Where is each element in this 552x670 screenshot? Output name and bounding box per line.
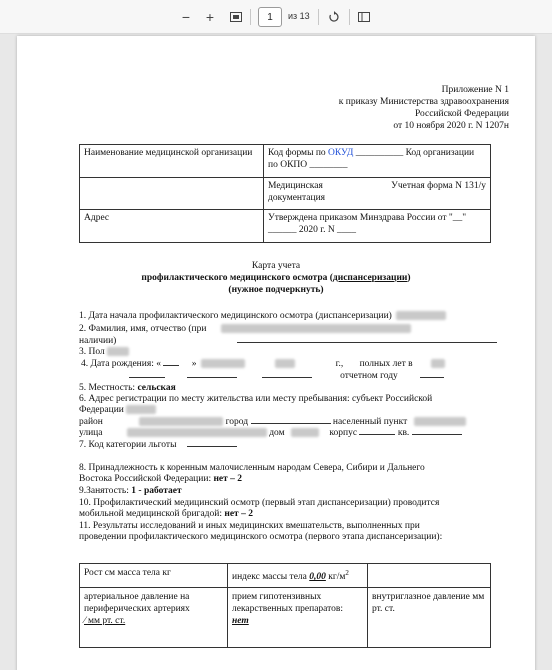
blank-line bbox=[359, 426, 395, 435]
header-table bbox=[79, 144, 491, 243]
rotate-button[interactable] bbox=[326, 8, 342, 26]
mobile-team-label: мобильной медицинской бригадой: bbox=[79, 509, 225, 519]
field-1-label: 1. Дата начала профилактического медицинского осмотра (диспансеризации) bbox=[79, 311, 392, 321]
house-label: дом bbox=[269, 428, 285, 438]
building-label: корпус bbox=[329, 428, 358, 438]
bp-unit: ⁄ мм рт. ст. bbox=[84, 616, 126, 626]
locality-value: сельская bbox=[137, 383, 176, 393]
fit-page-icon bbox=[230, 12, 242, 22]
card-subtitle bbox=[17, 272, 535, 284]
region-label: Федерации bbox=[79, 405, 124, 415]
blank-line bbox=[187, 369, 237, 378]
okud-link[interactable]: ОКУД bbox=[328, 148, 354, 158]
employment-label: 9.Занятость: bbox=[79, 486, 132, 496]
form-code-rest: __________ Код организации по ОКПО ________ bbox=[268, 148, 475, 170]
district-label: район bbox=[79, 417, 103, 427]
doc-label: Медицинская документация bbox=[268, 181, 326, 203]
field-2-label-cont: наличии) bbox=[79, 336, 117, 346]
doc-type-cell bbox=[264, 178, 491, 210]
document-page bbox=[17, 36, 535, 670]
indigenous-value: нет – 2 bbox=[213, 474, 243, 484]
bmi-label: индекс массы тела bbox=[232, 572, 310, 583]
address-cell: Адрес bbox=[80, 210, 264, 243]
field-11: 11. Результаты исследований и иных медицинских вмешательств, выполненных при bbox=[79, 521, 420, 531]
blank-line bbox=[420, 369, 444, 378]
appendix-line: Российской Федерации bbox=[414, 109, 509, 119]
redacted-value bbox=[396, 311, 446, 320]
fit-page-button[interactable] bbox=[228, 8, 244, 26]
subtitle-part: ) bbox=[407, 273, 411, 283]
redacted-value bbox=[107, 347, 129, 356]
birth-date-label: 4. Дата рождения: « bbox=[81, 359, 161, 369]
birth-date-quote: » bbox=[191, 359, 197, 369]
mobile-team-value: нет – 2 bbox=[224, 509, 253, 519]
street-label: улица bbox=[79, 428, 103, 438]
rotate-icon bbox=[328, 11, 340, 23]
antihypertensive-value: нет bbox=[232, 616, 249, 626]
form-number: Учетная форма N 131/у bbox=[391, 181, 486, 191]
age-label: полных лет в bbox=[359, 359, 413, 369]
toolbar-divider bbox=[250, 9, 251, 25]
bmi-cell bbox=[228, 564, 368, 588]
city-label: город bbox=[225, 417, 249, 427]
redacted-value bbox=[275, 359, 295, 368]
blank-line bbox=[237, 334, 497, 343]
appendix-line: к приказу Министерства здравоохранения bbox=[338, 97, 509, 107]
field-2-cont bbox=[79, 334, 497, 347]
redacted-value bbox=[221, 324, 411, 333]
apartment-label: кв. bbox=[397, 428, 410, 438]
form-code-cell bbox=[264, 145, 491, 178]
page-total-label: из 13 bbox=[288, 11, 310, 21]
bmi-unit-sup: 2 bbox=[345, 569, 349, 577]
field-10: 10. Профилактический медицинский осмотр (первый этап диспансеризации) проводится bbox=[79, 498, 440, 508]
redacted-value bbox=[201, 359, 245, 368]
redacted-value bbox=[139, 417, 223, 426]
blank-line bbox=[163, 357, 179, 366]
age-label-cont: отчетном году bbox=[340, 371, 398, 381]
eye-pressure-cell: внутриглазное давление мм рт. ст. bbox=[368, 588, 491, 648]
field-1 bbox=[79, 310, 446, 322]
viewer-toolbar bbox=[0, 0, 552, 34]
employment-value: 1 - работает bbox=[131, 486, 182, 496]
year-suffix: г., bbox=[335, 359, 344, 369]
field-11-cont: проведении профилактического медицинского осмотра (первого этапа диспансеризации): bbox=[79, 532, 443, 542]
field-9 bbox=[79, 485, 182, 497]
field-10-cont bbox=[79, 508, 253, 520]
indigenous-label: Востока Российской Федерации: bbox=[79, 474, 214, 484]
two-page-icon bbox=[358, 12, 370, 22]
blank-line bbox=[412, 426, 462, 435]
approved-cell: Утверждена приказом Минздрава России от "__" ______ 2020 г. N ____ bbox=[264, 210, 491, 243]
zoom-out-button[interactable]: − bbox=[181, 9, 191, 25]
toolbar-divider bbox=[349, 9, 350, 25]
bp-label: артериальное давление на периферических артериях bbox=[84, 592, 190, 614]
field-3-label: 3. Пол bbox=[79, 347, 105, 357]
subtitle-part: профилактического медицинского осмотра ( bbox=[141, 273, 333, 283]
blank-line bbox=[262, 369, 312, 378]
appendix-line: от 10 ноября 2020 г. N 1207н bbox=[393, 121, 509, 131]
locality-label: 5. Местность: bbox=[79, 383, 138, 393]
bmi-unit: кг/м bbox=[325, 572, 346, 583]
benefit-code-label: 7. Код категории льготы bbox=[79, 440, 177, 450]
redacted-value bbox=[431, 359, 445, 368]
org-name-cell: Наименование медицинской организации bbox=[80, 145, 264, 178]
antihypertensive-cell bbox=[228, 588, 368, 648]
redacted-value bbox=[291, 428, 319, 437]
card-title: Карта учета bbox=[251, 261, 301, 271]
settlement-label: населенный пункт bbox=[332, 417, 408, 427]
page-view-button[interactable] bbox=[356, 8, 372, 26]
blank-line bbox=[129, 369, 165, 378]
redacted-value bbox=[126, 405, 156, 414]
field-2-label: 2. Фамилия, имя, отчество (при bbox=[79, 324, 207, 334]
card-note: (нужное подчеркнуть) bbox=[228, 285, 324, 295]
field-7 bbox=[79, 438, 237, 451]
field-4-cont bbox=[79, 369, 444, 382]
bmi-value: 0,00 bbox=[309, 572, 326, 583]
redacted-value bbox=[414, 417, 466, 426]
antihypertensive-label: прием гипотензивных лекарственных препаратов: bbox=[232, 592, 344, 614]
empty-cell bbox=[368, 564, 491, 588]
toolbar-divider bbox=[318, 9, 319, 25]
blank-line bbox=[251, 415, 331, 424]
empty-cell bbox=[80, 178, 264, 210]
blank-line bbox=[187, 438, 237, 447]
blood-pressure-cell bbox=[80, 588, 228, 648]
subtitle-underlined: диспансеризации bbox=[332, 273, 408, 283]
measurements-table bbox=[79, 563, 491, 648]
field-6: 6. Адрес регистрации по месту жительства или месту пребывания: субъект Российской bbox=[79, 394, 433, 404]
appendix-line: Приложение N 1 bbox=[441, 85, 509, 95]
field-8-cont bbox=[79, 473, 242, 485]
appendix-block bbox=[339, 84, 509, 132]
field-8: 8. Принадлежность к коренным малочисленным народам Севера, Сибири и Дальнего bbox=[79, 463, 425, 473]
zoom-in-button[interactable]: + bbox=[205, 9, 215, 25]
redacted-value bbox=[127, 428, 267, 437]
height-weight-cell: Рост см масса тела кг bbox=[80, 564, 228, 588]
page-number-input[interactable] bbox=[258, 7, 282, 27]
form-code-prefix: Код формы по bbox=[268, 148, 329, 158]
